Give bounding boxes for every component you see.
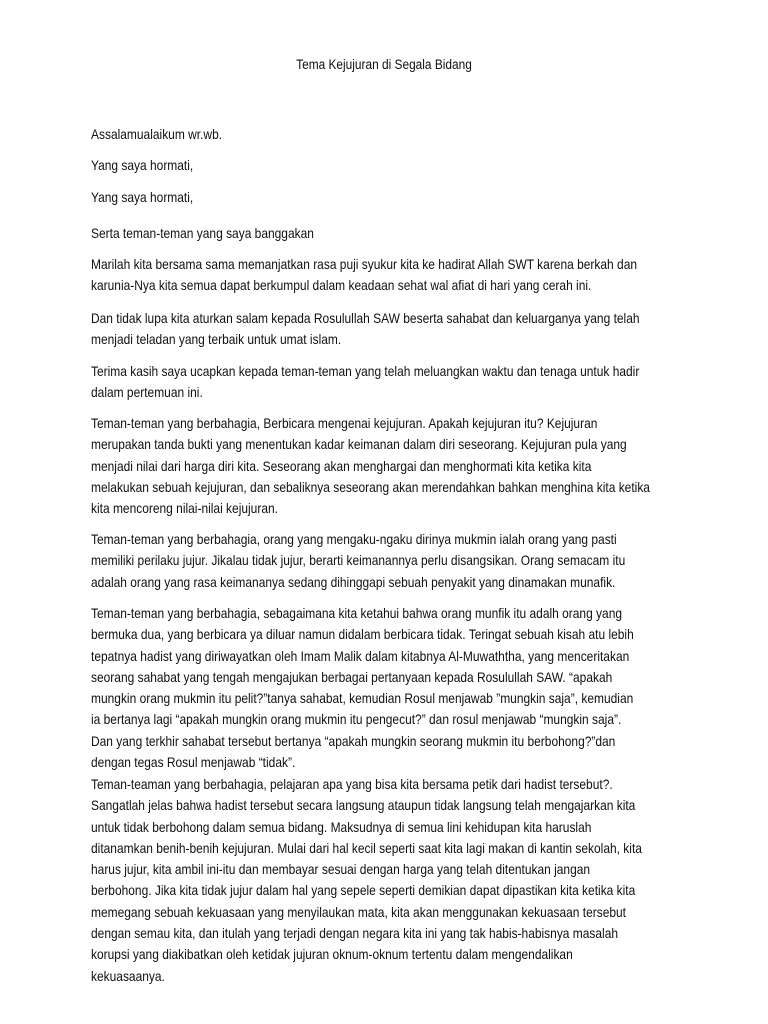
text-line: kita mencoreng nilai-nilai kejujuran. <box>91 500 278 517</box>
text-line: adalah orang yang rasa keimananya sedang dihinggapi sebuah penyakit yang dinamakan munafik. <box>91 573 616 590</box>
text-line: Teman-teman yang berbahagia, Berbicara mengenai kejujuran. Apakah kejujuran itu? Kejujuran <box>91 415 598 431</box>
salutation-2 <box>91 187 193 208</box>
text-line: Dan tidak lupa kita aturkan salam kepada Rosulullah SAW beserta sahabat dan keluarganya yang telah <box>91 310 640 326</box>
text-line: karunia-Nya kita semua dapat berkumpul dalam keadaan sehat wal afiat di hari yang cerah ini. <box>91 277 592 294</box>
text-line: harus jujur, kita ambil ini-itu dan membayar sesuai dengan harga yang telah ditentukan jangan <box>91 861 591 878</box>
text-line: dalam pertemuan ini. <box>91 384 203 401</box>
text-line: kekuasaanya. <box>91 967 165 984</box>
text-line: memegang sebuah kekuasaan yang menyilaukan mata, kita akan menggunakan kekuasaan tersebut <box>91 903 627 920</box>
text-line: merupakan tanda bukti yang menentukan kadar keimanan dalam diri seseorang. Kejujuran pula yang <box>91 436 627 453</box>
opening-paragraph <box>91 254 637 297</box>
text-line: Teman-teman yang berbahagia, sebagaimana kita ketahui bahwa orang munfik itu adalh orang yang <box>91 605 623 621</box>
text-line: berbohong. Jika kita tidak jujur dalam hal yang sepele seperti demikian dapat dipastikan kita ketika kita <box>91 882 636 899</box>
text-line: menjadi teladan yang terbaik untuk umat islam. <box>91 331 342 348</box>
text-line: memiliki perilaku jujur. Jikalau tidak jujur, berarti keimanannya perlu disangsikan. Orang semacam itu <box>91 552 626 569</box>
greeting <box>91 124 222 145</box>
mukmin-paragraph <box>91 529 625 593</box>
text-line: dengan tegas Rosul menjawab “tidak”. <box>91 754 296 771</box>
text-line: Teman-teaman yang berbahagia, pelajaran apa yang bisa kita bersama petik dari hadist tersebut?. <box>91 776 613 792</box>
text-line: Serta teman-teman yang saya banggakan <box>91 225 314 241</box>
text-line: Marilah kita bersama sama memanjatkan rasa puji syukur kita ke hadirat Allah SWT karena berkah dan <box>91 256 638 272</box>
thanks-paragraph <box>91 361 639 404</box>
document-title: Tema Kejujuran di Segala Bidang <box>296 57 472 72</box>
text-line: untuk tidak berbohong dalam semua bidang. Maksudnya di semua lini kehidupan kita haruslah <box>91 818 592 835</box>
text-line: Terima kasih saya ucapkan kepada teman-teman yang telah meluangkan waktu dan tenaga untuk hadir <box>91 363 640 379</box>
text-line: Dan yang terkhir sahabat tersebut bertanya “apakah mungkin seorang mukmin itu berbohong?”dan <box>91 732 616 749</box>
text-line: Sangatlah jelas bahwa hadist tersebut secara langsung ataupun tidak langsung telah mengajarkan kita <box>91 797 636 814</box>
text-line: Yang saya hormati, <box>91 157 194 173</box>
text-line: ia bertanya lagi “apakah mungkin orang mukmin itu pengecut?” dan rosul menjawab “mungkin saja”. <box>91 711 622 728</box>
text-line: Assalamualaikum wr.wb. <box>91 126 223 142</box>
text-line: Yang saya hormati, <box>91 189 194 205</box>
text-line: dengan semau kita, dan itulah yang terjadi dengan negara kita ini yang tak habis-habisnya masalah <box>91 925 619 942</box>
honesty-definition-paragraph <box>91 413 650 519</box>
text-line: tepatnya hadist yang diriwayatkan oleh Imam Malik dalam kitabnya Al-Muwaththa, yang menceritakan <box>91 647 630 664</box>
text-line: melakukan sebuah kejujuran, dan sebaliknya seseorang akan merendahkan bahkan menghina kita ketika <box>91 478 650 495</box>
text-line: Teman-teman yang berbahagia, orang yang mengaku-ngaku dirinya mukmin ialah orang yang pasti <box>91 531 617 547</box>
text-line: korupsi yang diakibatkan oleh ketidak jujuran oknum-oknum tertentu dalam mengendalikan <box>91 946 573 963</box>
salutation-3 <box>91 223 314 244</box>
lesson-paragraph <box>91 774 642 987</box>
text-line: mungkin orang mukmin itu pelit?”tanya sahabat, kemudian Rosul menjawab ”mungkin saja”, kemudian <box>91 690 634 707</box>
salutation-1 <box>91 155 193 176</box>
text-line: ditanamkan benih-benih kejujuran. Mulai dari hal kecil seperti saat kita lagi makan di kantin sekolah, kita <box>91 839 642 856</box>
text-line: seorang sahabat yang tengah mengajukan berbagai pertanyaan kepada Rosulullah SAW. “apakah <box>91 668 613 685</box>
salam-paragraph <box>91 308 640 351</box>
text-line: bermuka dua, yang berbicara ya diluar namun didalam berbicara tidak. Teringat sebuah kisah atu lebih <box>91 626 634 643</box>
text-line: menjadi nilai dari harga diri kita. Seseorang akan menghargai dan menghormati kita ketika kita <box>91 457 592 474</box>
hadith-paragraph <box>91 603 634 773</box>
